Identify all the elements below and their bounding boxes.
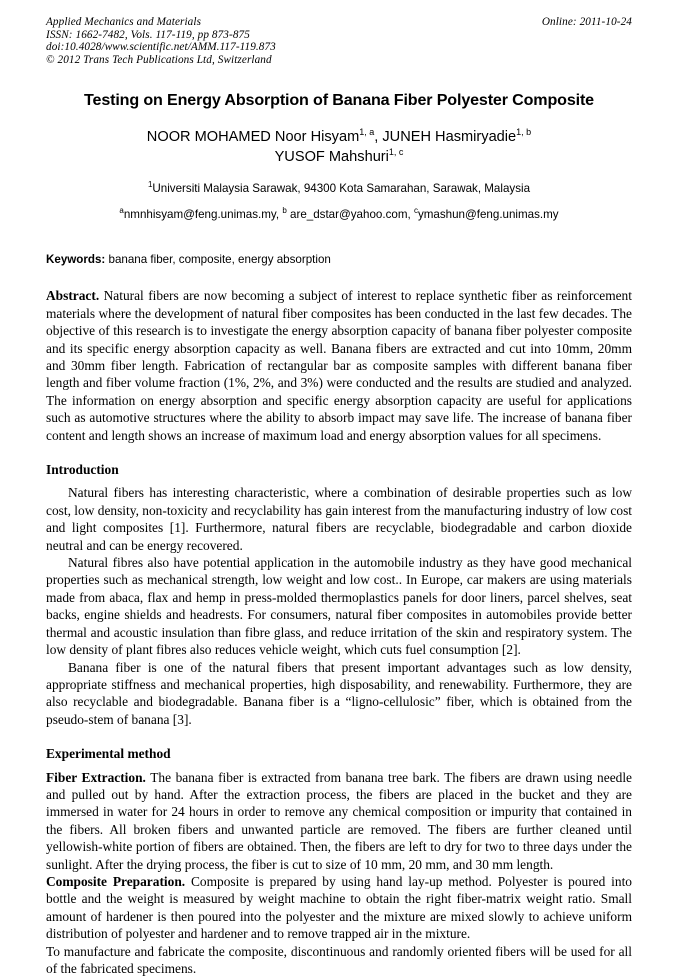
author-list	[46, 127, 632, 167]
section-heading-experimental-method: Experimental method	[46, 746, 171, 762]
email-marker-c: c	[413, 206, 418, 216]
abstract-label: Abstract.	[46, 288, 100, 304]
author-line-2	[46, 147, 632, 167]
email-marker-b: b	[282, 206, 287, 216]
email-line	[46, 207, 632, 222]
email-marker-a: a	[119, 206, 124, 216]
page-title: Testing on Energy Absorption of Banana Fiber Polyester Composite	[84, 91, 594, 110]
introduction-paragraph-1: Natural fibers has interesting characteristic, where a combination of desirable properties such as low cost, low density, non-toxicity and recyclability has gain interest from the manufacturing industry of low cost and light composites [1]. Furthermore, natural fibers are recyclable, biodegradable and carbon dioxide neutral and can be energy recovered.	[46, 485, 632, 553]
email-address-a: nmnhisyam@feng.unimas.my,	[123, 208, 280, 222]
journal-header	[46, 16, 632, 66]
introduction-paragraph-3: Banana fiber is one of the natural fibers that present important advantages such as low density, appropriate stiffness and mechanical properties, high disposability, and renewability. Furthermore, they are also recyclable and biodegradable. Banana fiber is a “ligno-cellulosic” fiber, which is obtained from the pseudo-stem of banana [3].	[46, 659, 632, 727]
author-affiliation-marker-3: 1, c	[388, 147, 404, 158]
experimental-closing-paragraph: To manufacture and fabricate the composite, discontinuous and randomly oriented fibers will be used for all of the fabricated specimens.	[46, 943, 632, 976]
author-name-3: YUSOF Mahshuri	[274, 149, 389, 166]
email-address-c: ymashun@feng.unimas.my	[417, 208, 559, 222]
keywords-label: Keywords:	[46, 253, 106, 267]
author-separator: ,	[374, 129, 383, 146]
author-name-1: NOOR MOHAMED Noor Hisyam	[146, 129, 360, 146]
journal-copyright: © 2012 Trans Tech Publications Ltd, Switzerland	[46, 53, 272, 66]
author-name-2: JUNEH Hasmiryadie	[382, 129, 517, 146]
fiber-extraction-label: Fiber Extraction.	[46, 769, 146, 785]
fiber-extraction-paragraph	[46, 769, 632, 873]
fiber-extraction-text: The banana fiber is extracted from banana tree bark. The fibers are drawn using needle and pulled out by hand. After the extraction process, the fibers are placed in the bucket and they are immersed in water for 24 hours in order to remove any chemical composition or impurity that contained in the fibers. All broken fibers and unwanted particle are removed. The fibers are further cleaned until yellowish-white portion of fibers are obtained. Then, the fibers are left to dry for two to three days under the sunlight. After the drying process, the fiber is cut to size of 10 mm, 20 mm, and 30 mm length.	[46, 769, 632, 872]
affiliation-line	[46, 181, 632, 196]
affiliation-marker: 1	[147, 180, 153, 190]
author-line-1	[46, 127, 632, 147]
email-address-b: are_dstar@yahoo.com,	[290, 208, 411, 222]
author-affiliation-marker-2: 1, b	[516, 127, 532, 138]
journal-name: Applied Mechanics and Materials	[46, 16, 202, 28]
abstract-text: Natural fibers are now becoming a subject of interest to replace synthetic fiber as reinforcement materials where the development of natural fiber composites has been conducted in the last few decades. The objective of this research is to investigate the energy absorption capacity of banana fiber polyester composite and its specific energy absorption capacity as well. Banana fibers are extracted and cut into 10mm, 20mm and 30mm fiber length. Fabrication of rectangular bar as composite samples with different banana fiber length and fiber volume fraction (1%, 2%, and 3%) were conducted and the results are studied and analyzed. The information on energy absorption and specific energy absorption capacity are useful for applications such as automotive structures where the ability to absorb impact may save life. The increase of banana fiber content and length shows an increase of maximum load and energy absorption values for all specimens.	[46, 288, 632, 443]
author-affiliation-marker-1: 1, a	[359, 127, 375, 138]
journal-doi: doi:10.4028/www.scientific.net/AMM.117-119.873	[46, 41, 276, 54]
composite-preparation-text: Composite is prepared by using hand lay-up method. Polyester is poured into bottle and the weight is measured by weight machine to obtain the right fiber-matrix weight ratio. Small amount of hardener is then poured into the polyester and the mixture are mixed slowly to achieve uniform distribution of polyester and hardener and to remove trapped air in the mixture.	[46, 873, 633, 942]
keywords-line	[46, 252, 632, 267]
abstract-paragraph	[46, 287, 632, 444]
composite-preparation-paragraph	[46, 873, 632, 943]
section-heading-introduction: Introduction	[46, 462, 119, 478]
introduction-paragraph-2: Natural fibres also have potential application in the automobile industry as they have good mechanical properties such as mechanical strength, low weight and low cost.. In Europe, car makers are using materials made from abaca, flax and hemp in press-molded thermoplastics panels for door liners, parcel shelves, seat backs, engine shields and headrests. For consumers, natural fiber composites in automobiles provide better thermal and acoustic insulation than fibre glass, and reduce irritation of the skin and respiratory system. The low density of plant fibres also reduces vehicle weight, which cuts fuel consumption [2].	[46, 555, 632, 658]
journal-issn-volume: ISSN: 1662-7482, Vols. 117-119, pp 873-875	[46, 28, 250, 41]
keywords-value: banana fiber, composite, energy absorption	[108, 253, 331, 267]
composite-preparation-label: Composite Preparation.	[46, 873, 186, 889]
affiliation-text: Universiti Malaysia Sarawak, 94300 Kota Samarahan, Sarawak, Malaysia	[152, 182, 531, 196]
online-publication-date: Online: 2011-10-24	[541, 16, 632, 28]
